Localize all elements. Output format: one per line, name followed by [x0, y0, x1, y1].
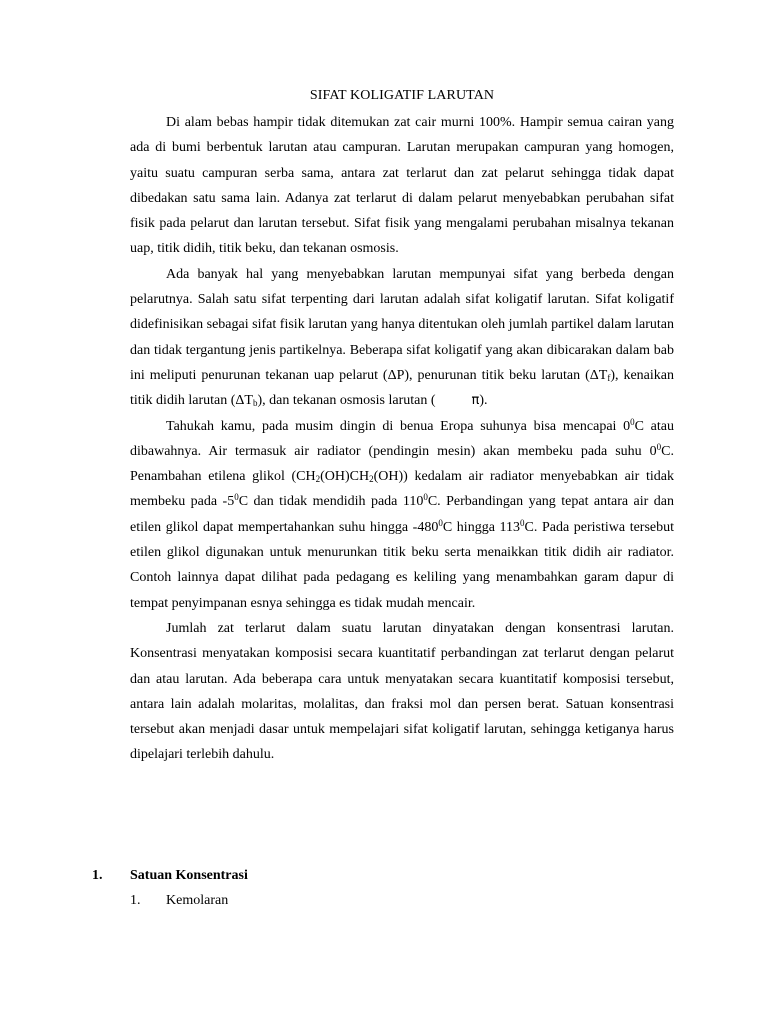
text-run: Tahukah kamu, pada musim dingin di benua Eropa suhunya bisa mencapai 0 [166, 418, 631, 434]
formula-subscript: 2 [369, 474, 374, 485]
section-number: 1. [92, 868, 103, 883]
paragraph-intro: Di alam bebas hampir tidak ditemukan zat cair murni 100%. Hampir semua cairan yang ada di bumi berbentuk larutan atau campuran. Larutan merupakan campuran yang homogen, yaitu suatu campuran serba sama, antara zat terlarut dan zat pelarut sehingga tidak dapat dibedakan satu sama lain. Adanya zat terlarut di dalam pelarut menyebabkan perubahan sifat fisik pada pelarut dan larutan tersebut. Sifat fisik yang mengalami perubahan misalnya tekanan uap, titik didih, titik beku, dan tekanan osmosis. [130, 115, 674, 257]
subscript-f: f [607, 372, 611, 383]
section-title: Satuan Konsentrasi [130, 868, 248, 883]
text-run: ), kenaikan titik didih larutan (ΔT [130, 367, 674, 409]
text-run: C atau dibawahnya. Air termasuk air radiator (pendingin mesin) akan membeku pada suhu 0 [130, 418, 675, 459]
paragraph-colligative-definition [130, 262, 674, 414]
document-body [130, 110, 674, 768]
text-run: ), dan tekanan osmosis larutan ( [257, 393, 436, 409]
degree-superscript: 0 [234, 492, 239, 503]
degree-superscript: 0 [438, 517, 443, 528]
paragraph-concentration: Jumlah zat terlarut dalam suatu larutan dinyatakan dengan konsentrasi larutan. Konsentrasi menyatakan komposisi secara kuantitatif perbandingan zat terlarut dengan pelarut dan atau larutan. Ada beberapa cara untuk menyatakan secara kuantitatif komposisi tersebut, antara lain adalah molaritas, molalitas, dan fraksi mol dan persen berat. Satuan konsentrasi tersebut akan menjadi dasar untuk mempelajari sifat koligatif larutan, sehingga ketiganya harus dipelajari terlebih dahulu. [130, 620, 674, 763]
document-title: SIFAT KOLIGATIF LARUTAN [309, 88, 495, 103]
text-run: ). [479, 393, 488, 409]
text-run: (OH)CH [320, 469, 370, 485]
subsection-title: Kemolaran [166, 893, 229, 908]
text-run: (OH)) kedalam air radiator menyebabkan air tidak membeku pada -5 [130, 469, 674, 510]
text-run: C. Penambahan etilena glikol (CH [130, 443, 674, 485]
degree-superscript: 0 [630, 416, 635, 427]
osmotic-pressure-symbol: π [471, 393, 480, 409]
paragraph-radiator-example [130, 414, 674, 616]
text-run: C. Pada peristiwa tersebut etilen glikol digunakan untuk menurunkan titik beku serta menaikkan titik didih air radiator. Contoh lainnya dapat dilihat pada pedagang es keliling yang menambahkan garam dapur di tempat penyimpanan esnya sehingga es tidak mudah mencair. [130, 519, 675, 611]
formula-subscript: 2 [315, 474, 321, 485]
text-run: C. Perbandingan yang tepat antara air dan etilen glikol dapat mempertahankan suhu hingga -480 [130, 494, 674, 535]
degree-superscript: 0 [656, 441, 662, 452]
degree-superscript: 0 [423, 492, 428, 503]
text-run: Ada banyak hal yang menyebabkan larutan mempunyai sifat yang berbeda dengan pelarutnya. Salah satu sifat terpenting dari larutan adalah sifat koligatif larutan. Sifat koligatif didefinisikan sebagai sifat fisik larutan yang hanya ditentukan oleh jumlah partikel dalam larutan dan tidak tergantung jenis partikelnya. Beberapa sifat koligatif yang akan dibicarakan dalam bab ini meliputi penurunan tekanan uap pelarut (ΔP), penurunan titik beku larutan (ΔT [130, 266, 674, 383]
subscript-b: b [252, 398, 258, 409]
text-run: C dan tidak mendidih pada 110 [238, 494, 424, 510]
degree-superscript: 0 [520, 517, 525, 528]
text-run: C hingga 113 [442, 519, 520, 535]
subsection-number: 1. [130, 893, 141, 908]
